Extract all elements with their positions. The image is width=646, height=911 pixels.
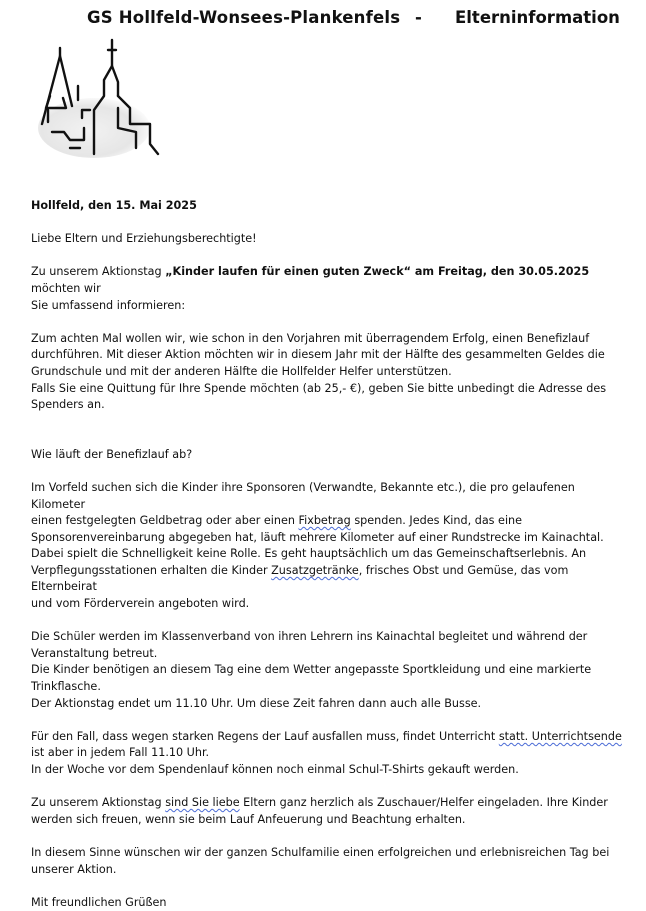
spellcheck-word: sind Sie liebe	[165, 796, 240, 810]
spellcheck-word: Zusatzgetränke	[271, 563, 359, 577]
para2-line: Im Vorfeld suchen sich die Kinder ihre Sponsoren (Verwandte, Bekannte etc.), die pro gelaufenen Kilometer	[31, 480, 575, 511]
letter-body	[31, 198, 631, 911]
spellcheck-word: Fixbetrag	[298, 514, 351, 528]
para1-line: Zum achten Mal wollen wir, wie schon in den Vorjahren mit überragendem Erfolg, einen Benefizlauf	[31, 331, 590, 345]
closing: Mit freundlichen Grüßen	[31, 895, 167, 909]
para3-line: Die Schüler werden im Klassenverband von ihren Lehrern ins Kainachtal begleitet und während der	[31, 630, 588, 644]
para5-line	[31, 795, 631, 812]
para4-line: In der Woche vor dem Spendenlauf können noch einmal Schul-T-Shirts gekauft werden.	[31, 763, 519, 776]
event-title: „Kinder laufen für einen guten Zweck“ am Freitag, den 30.05.2025	[165, 265, 590, 279]
para1-line: Spenders an.	[31, 398, 105, 412]
intro-text-end: möchten wir	[31, 281, 101, 295]
para2-text: , frisches Obst und Gemüse, das vom Elternbeirat	[31, 563, 569, 594]
para2-text: Verpflegungsstationen erhalten die Kinder	[31, 563, 272, 577]
para5-line: werden sich freuen, wenn sie beim Lauf Anfeuerung und Beachtung erhalten.	[31, 812, 466, 826]
para6-line: In diesem Sinne wünschen wir der ganzen Schulfamilie einen erfolgreichen und erlebnisreichen Tag bei	[31, 845, 610, 859]
school-name: GS Hollfeld-Wonsees-Plankenfels	[87, 8, 401, 27]
para3-line: Trinkflasche.	[31, 680, 101, 694]
para1-line: durchführen. Mit dieser Aktion möchten wir in diesem Jahr mit der Hälfte des gesammelten Geldes die	[31, 348, 605, 362]
para6-line: unserer Aktion.	[31, 862, 117, 876]
document-title: Elterninformation	[455, 8, 620, 27]
para2-line: und vom Förderverein angeboten wird.	[31, 597, 250, 611]
para5-text: Eltern ganz herzlich als Zuschauer/Helfer eingeladen. Ihre Kinder	[239, 796, 608, 810]
salutation: Liebe Eltern und Erziehungsberechtigte!	[31, 232, 257, 246]
spellcheck-word: statt. Unterrichtsende	[498, 729, 622, 743]
intro-text: Zu unserem Aktionstag	[31, 265, 166, 279]
intro-line-1	[31, 264, 631, 297]
para3-line: Die Kinder benötigen an diesem Tag eine dem Wetter angepasste Sportkleidung und eine markierte	[31, 663, 592, 677]
para3-line: Veranstaltung betreut.	[31, 646, 158, 660]
para2-line	[31, 563, 631, 596]
section-question: Wie läuft der Benefizlauf ab?	[31, 447, 193, 461]
intro-line-2: Sie umfassend informieren:	[31, 298, 186, 312]
para4-text: Für den Fall, dass wegen starken Regens der Lauf ausfallen muss, findet Unterricht	[31, 729, 499, 743]
para1-line: Grundschule und mit der anderen Hälfte die Hollfelder Helfer unterstützen.	[31, 364, 452, 378]
letterhead	[0, 8, 646, 32]
para4-line	[31, 729, 631, 746]
para2-line: Dabei spielt die Schnelligkeit keine Rolle. Es geht hauptsächlich um das Gemeinschaftserlebnis. An	[31, 547, 587, 561]
para4-line: ist aber in jedem Fall 11.10 Uhr.	[31, 746, 210, 760]
para2-line	[31, 513, 631, 530]
header-separator: -	[415, 8, 422, 27]
para1-line: Falls Sie eine Quittung für Ihre Spende möchten (ab 25,- €), geben Sie bitte unbedingt die Adresse des	[31, 381, 607, 395]
para2-line: Sponsorenvereinbarung abgegeben hat, läuft mehrere Kilometer auf einer Rundstrecke im Kainachtal.	[31, 530, 604, 544]
para2-text: spenden. Jedes Kind, das eine	[350, 514, 523, 528]
para5-text: Zu unserem Aktionstag	[31, 796, 166, 810]
para2-text: einen festgelegten Geldbetrag oder aber einen	[31, 514, 299, 528]
school-logo-icon	[32, 36, 162, 160]
place-date: Hollfeld, den 15. Mai 2025	[31, 199, 197, 212]
para3-line: Der Aktionstag endet um 11.10 Uhr. Um diese Zeit fahren dann auch alle Busse.	[31, 696, 482, 710]
